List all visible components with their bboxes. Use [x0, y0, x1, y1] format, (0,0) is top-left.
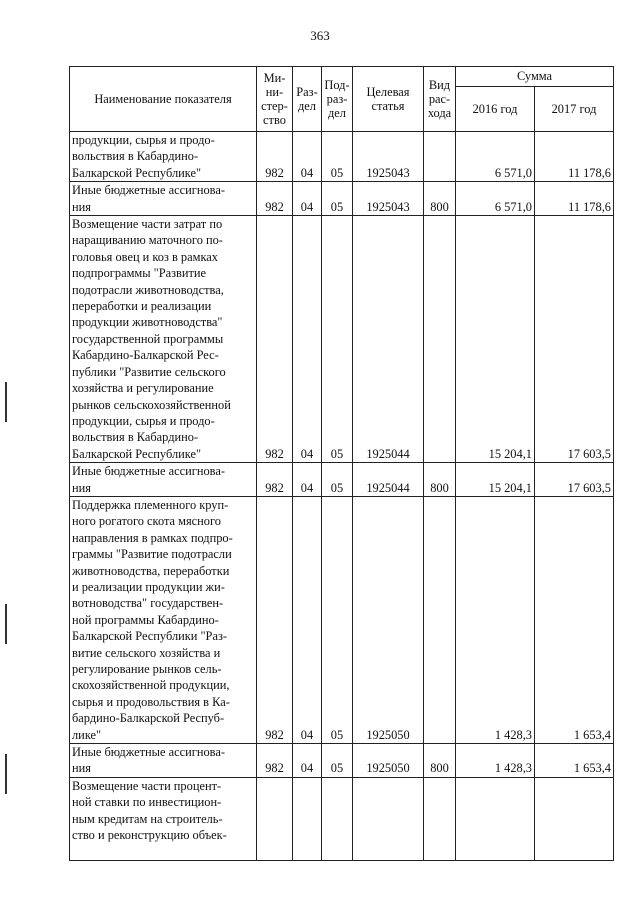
- row-type: [424, 216, 456, 463]
- row-sum-2017: 17 603,5: [535, 216, 614, 463]
- col-header-target: Целевая статья: [353, 67, 424, 132]
- row-sum-2017: 17 603,5: [535, 463, 614, 497]
- row-section: 04: [293, 132, 322, 182]
- row-type: [424, 132, 456, 182]
- table-row: [70, 463, 614, 497]
- row-target: 1925050: [353, 744, 424, 778]
- row-ministry: 982: [257, 216, 293, 463]
- row-ministry: 982: [257, 496, 293, 743]
- header-row: [70, 67, 614, 87]
- row-name: Поддержка племенного круп- ного рогатого скота мясного направления в рамках подпро- граммы "Развитие подотрасли животноводства, переработки и реализации продукции жи- вотноводства" государствен- ной программы Кабардино- Балкарской Республики "Раз- витие сельского хозяйства и регулирование рынков сель- скохозяйственной продукции, сырья и продовольствия в Ка- бардино-Балкарской Респуб- лике": [70, 496, 257, 743]
- row-section: 04: [293, 496, 322, 743]
- row-type: 800: [424, 744, 456, 778]
- row-ministry: 982: [257, 182, 293, 216]
- row-name: [70, 777, 257, 860]
- row-subsection: 05: [322, 132, 353, 182]
- margin-mark: [5, 382, 7, 422]
- row-sum-2016: [456, 777, 535, 860]
- col-header-subsection: Под- раз- дел: [322, 67, 353, 132]
- row-name-text: Возмещение части процент- ной ставки по инвестицион- ным кредитам на строитель- ство и реконструкцию объек-: [72, 778, 227, 843]
- budget-table: [69, 66, 614, 861]
- row-sum-2016: 6 571,0: [456, 182, 535, 216]
- row-type: 800: [424, 182, 456, 216]
- table-row: [70, 132, 614, 182]
- row-sum-2016: 1 428,3: [456, 744, 535, 778]
- row-ministry: 982: [257, 744, 293, 778]
- row-sum-2016: 15 204,1: [456, 216, 535, 463]
- row-sum-2017: [535, 777, 614, 860]
- row-name: Иные бюджетные ассигнова- ния: [70, 744, 257, 778]
- col-header-year-2017: 2017 год: [535, 86, 614, 131]
- table-row: [70, 182, 614, 216]
- row-sum-2017: 1 653,4: [535, 744, 614, 778]
- row-target: 1925043: [353, 132, 424, 182]
- row-section: [293, 777, 322, 860]
- row-target: 1925050: [353, 496, 424, 743]
- row-sum-2017: 1 653,4: [535, 496, 614, 743]
- margin-mark: [5, 604, 7, 644]
- row-sum-2016: 15 204,1: [456, 463, 535, 497]
- table-row: [70, 216, 614, 463]
- col-header-year-2016: 2016 год: [456, 86, 535, 131]
- row-subsection: [322, 777, 353, 860]
- row-type: 800: [424, 463, 456, 497]
- row-ministry: 982: [257, 463, 293, 497]
- row-subsection: 05: [322, 496, 353, 743]
- table-row: [70, 496, 614, 743]
- row-subsection: 05: [322, 463, 353, 497]
- table-row: [70, 777, 614, 860]
- row-section: 04: [293, 463, 322, 497]
- row-sum-2017: 11 178,6: [535, 132, 614, 182]
- row-target: 1925044: [353, 463, 424, 497]
- row-section: 04: [293, 182, 322, 216]
- row-section: 04: [293, 216, 322, 463]
- col-header-name: Наименование показателя: [70, 67, 257, 132]
- row-subsection: 05: [322, 744, 353, 778]
- row-sum-2017: 11 178,6: [535, 182, 614, 216]
- row-type: [424, 496, 456, 743]
- row-name: Иные бюджетные ассигнова- ния: [70, 182, 257, 216]
- row-section: 04: [293, 744, 322, 778]
- margin-mark: [5, 754, 7, 794]
- row-target: [353, 777, 424, 860]
- row-sum-2016: 1 428,3: [456, 496, 535, 743]
- row-sum-2016: 6 571,0: [456, 132, 535, 182]
- row-name: Иные бюджетные ассигнова- ния: [70, 463, 257, 497]
- row-type: [424, 777, 456, 860]
- col-header-sum: Сумма: [456, 67, 614, 87]
- row-name: продукции, сырья и продо- вольствия в Кабардино- Балкарской Республике": [70, 132, 257, 182]
- row-subsection: 05: [322, 182, 353, 216]
- row-subsection: 05: [322, 216, 353, 463]
- row-ministry: [257, 777, 293, 860]
- table-row: [70, 744, 614, 778]
- row-target: 1925044: [353, 216, 424, 463]
- col-header-section: Раз- дел: [293, 67, 322, 132]
- page-number: 363: [310, 28, 330, 43]
- row-name: Возмещение части затрат по наращиванию маточного по- головья овец и коз в рамках подпрограммы "Развитие подотрасли животноводства, переработки и реализации продукции животноводства" государственной программы Кабардино-Балкарской Рес- публики "Развитие сельского хозяйства и регулирование рынков сельскохозяйственной продукции, сырья и продо- вольствия в Кабардино- Балкарской Республике": [70, 216, 257, 463]
- row-target: 1925043: [353, 182, 424, 216]
- row-ministry: 982: [257, 132, 293, 182]
- col-header-ministry: Ми- ни- стер- ство: [257, 67, 293, 132]
- col-header-type: Вид рас- хода: [424, 67, 456, 132]
